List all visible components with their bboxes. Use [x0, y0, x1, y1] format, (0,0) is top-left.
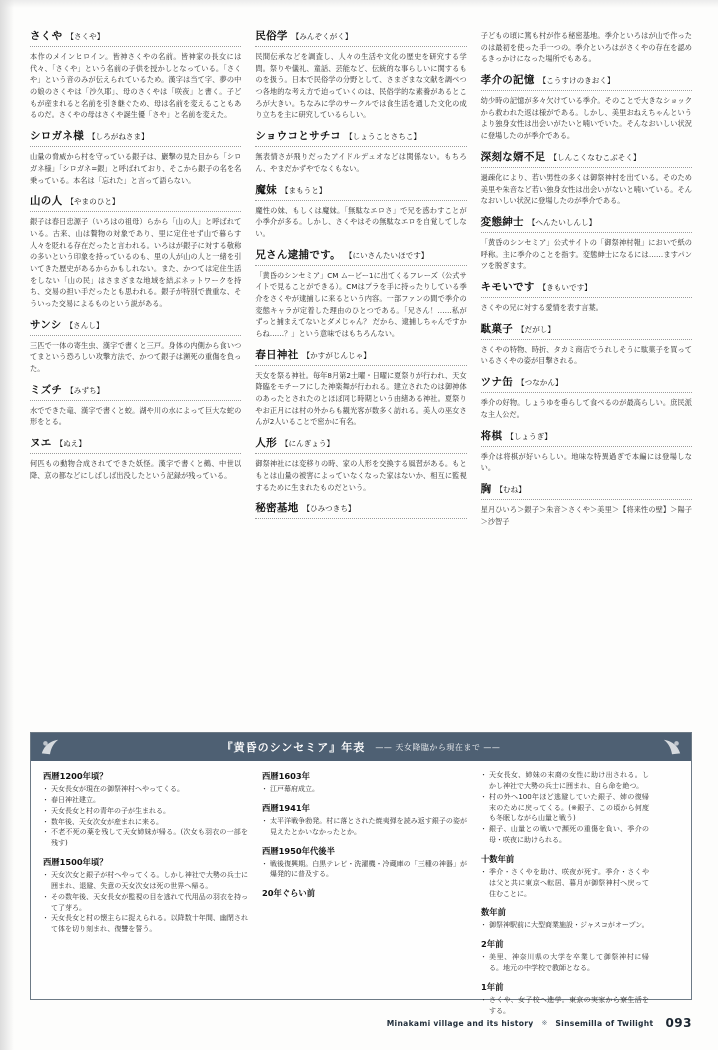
entry-term: ショウコとサチコ	[255, 130, 342, 143]
entry-kana: 【ぬえ】	[55, 439, 86, 449]
glossary-entry	[30, 195, 241, 309]
entry-body: 天女を祭る神社。毎年8月第2土曜・日曜に夏祭りが行われ、天女降臨をモチーフにした神楽舞が行われる。建立されたのは御神体のあったとされたのとほぼ同じ時期という由緒ある神社。夏祭りやお正月には村の外からも観光客が数多く訪れる。美人の巫女さんが2人いることで密かに有名。	[255, 370, 467, 427]
glossary-entry	[255, 184, 466, 240]
entry-title	[255, 130, 466, 146]
timeline-event-list	[262, 859, 467, 881]
entry-term: ツナ缶	[480, 376, 514, 389]
entry-kana: 【やまのひと】	[66, 197, 120, 207]
glossary-entry	[255, 437, 466, 493]
entry-divider	[30, 453, 241, 454]
entry-divider	[255, 146, 466, 147]
entry-body: 幼少時の記憶が多々欠けている季介。そのことで大きなショックから救われた返は様がである。しかし、美里おねえちゃんというより独身女性は出会いがたいと喃いでいた。そんなおいしい状況に登場したのが季介である。	[480, 96, 692, 141]
entry-divider	[30, 211, 241, 212]
glossary-column-3	[481, 30, 692, 722]
entry-divider	[255, 518, 466, 519]
entry-body: 子どもの頃に篤も村が作る秘密基地。季介といろはが山で作ったのは最初を使った手一つの。季介といろはがさくやの存在を認めるきっかけになった場所でもある。	[480, 31, 692, 64]
entry-title	[255, 502, 466, 518]
glossary-entry	[255, 502, 466, 523]
entry-kana: 【さくや】	[66, 32, 105, 41]
timeline-era-label: 2年前	[481, 939, 504, 950]
glossary-entry	[255, 30, 466, 121]
timeline-event: ・ 春日神社建立。	[43, 795, 248, 806]
entry-kana: 【だがし】	[517, 324, 555, 334]
entry-divider	[30, 46, 241, 47]
entry-term: 深刻な婿不足	[480, 150, 546, 163]
entry-divider	[30, 335, 241, 336]
timeline-era-label: 数年前	[481, 907, 506, 918]
entry-term: 魔妹	[255, 183, 277, 196]
entry-term: さくや	[30, 30, 63, 42]
entry-body: 季介の好物。しょうゆを垂らして食べるのが最高らしい。庶民派な主人公だ。	[480, 398, 692, 419]
timeline-era-label: 西暦1200年頃？	[43, 771, 108, 781]
glossary-entry	[481, 151, 692, 207]
glossary-entry	[481, 376, 692, 420]
timeline-event: ・ 天女次女と銀子が村へやってくる。しかし神社で大勢の兵士に囲まれ、退避、失意の天女次女は死の世界へ帰る。	[43, 870, 248, 892]
glossary-entry	[255, 249, 466, 340]
entry-title	[30, 437, 241, 453]
glossary-entry	[481, 483, 692, 527]
entry-divider	[255, 46, 466, 47]
entry-body: さくやの兄に対する愛情を表す言葉。	[480, 303, 603, 313]
timeline-event: ・ 季介・さくやを助け、咲夜が死す。季介・さくやは父と共に東京へ転居、暮月が御祭神村へ戻って住むことに。	[481, 867, 649, 900]
entry-term: 山の人	[30, 195, 63, 208]
timeline-event: ・ さくや、女子校へ進学。東京の実家から寮生活をする。	[481, 995, 649, 1017]
glossary-entry	[30, 319, 241, 375]
entry-kana: 【まもうと】	[280, 185, 327, 195]
entry-kana: 【こうすけのきおく】	[538, 75, 615, 85]
timeline-event: ・ 戦後復興期。白黒テレビ・洗濯機・冷蔵庫の「三種の神器」が爆発的に普及する。	[262, 859, 467, 881]
footer-title: Minakami village and its history	[386, 1018, 534, 1028]
entry-kana: 【にんぎょう】	[280, 439, 335, 449]
entry-term: シロガネ様	[30, 130, 84, 143]
timeline-title: 『黄昏のシンセミア』年表	[221, 741, 366, 754]
page-footer	[30, 1016, 692, 1030]
entry-term: キモいです	[480, 280, 535, 293]
entry-title	[481, 151, 692, 167]
timeline-event-list	[481, 995, 649, 1017]
entry-body: 過疎化により、若い男性の多くは御祭神村を出ている。そのため美里や朱音など若い独身女性は出会いがないと喃いている。そんなおいしい状況に登場したのが季介である。	[480, 172, 692, 206]
glossary-columns	[30, 30, 692, 722]
timeline-column-2	[262, 770, 467, 1024]
entry-body: 民間伝承などを調査し、人々の生活や文化の歴史を研究する学問。祭りや儀礼、童話、芸能など、伝統的な事らしいに関するものを扱う。日本で民俗学の分野として、さまざまな文献を調べつつ各地的な考え方で迫っていくのは、民俗学的な素養があるところが大きい。ちなみに学のサークルでは食生活を通した文化の成り立ちを主に研究しているらしい。	[255, 52, 467, 120]
entry-body: 魔性の妹、もしくは魔妹。「無駄なエロさ」で兄を惑わすことが小季介が多る。しかし、さくやはその無駄なエロを自覚してしない。	[255, 205, 467, 238]
entry-divider	[481, 90, 692, 91]
entry-term: 秘密基地	[255, 502, 299, 515]
entry-divider	[255, 453, 466, 454]
entry-body: 季介は将棋が好いらしい。地味な特異過ぎで本編には登場しない。	[480, 451, 692, 473]
entry-body: 本作のメインヒロイン。皆神さくやの名前。皆神家の長女には代々、「さくや」という名前の子供を授かしとなっている。「さくや」という音のみが伝えられているため。漢字は当て字、夢の中の娘のさくやは「沙久耶」、母のさくやは「咲夜」と書く。子どもが産まれると名前を引き継ぐため、母は名前を変えることもあるのだ。さくやの母はさくや誕生優「さや」と名前を変えた。	[30, 52, 242, 120]
entry-title	[481, 430, 692, 446]
timeline-event: ・ 天女長女、姉妹の末裔の女性に助け出される。しかし神社で大勢の兵士に囲まれ、自ら命を絶つ。	[481, 770, 649, 792]
timeline-event: ・ 村の外へ100年ほど逃避していた銀子、姉の復帰末のために戻ってくる。(※銀子、この頃から何度も冬眠しながら山量と戦う)	[481, 792, 649, 825]
timeline-era-label: 20年ぐらい前	[262, 888, 316, 899]
entry-kana: 【しょうぎ】	[506, 431, 552, 441]
entry-kana: 【きもいです】	[538, 282, 592, 292]
entry-body: 水でできた竜、漢字で書くと蛟。湖や川の水によって巨大な蛇の形をとる。	[30, 405, 242, 427]
entry-kana: 【むね】	[495, 485, 526, 494]
timeline-era-label: 西暦1941年	[262, 802, 310, 813]
entry-term: 駄菓子	[480, 322, 514, 335]
entry-kana: 【にいさんたいほです】	[344, 250, 429, 260]
entry-body: 銀子は春日忠源子（いろはの祖母）らから「山の人」と呼ばれている。古来、山は贅物の対象であり、里に定住せず山で暮らす人々を貶れる存在だったと言われる。いろはが銀子に対する敬称の多いという印象を持っているのも、里の人が山の人と一緒を引いてきた歴史があるからかもしれない。また、かつては定住生活をしない「山の民」はさまざまな地域を結ぶネットワークを持ち、交易の担い手だったとも思われる。銀子が特別で貴重な、そういった交易によるものという説がある。	[30, 217, 242, 308]
timeline-event-list	[262, 816, 467, 838]
entry-term: 変態紳士	[480, 215, 524, 228]
entry-divider	[481, 499, 692, 500]
entry-body: 星月ひいろ＞銀子＞朱音＞さくや＞美里＞【将来性の壁】＞陽子＞沙智子	[480, 505, 692, 526]
entry-term: サンシ	[30, 318, 62, 331]
entry-kana: 【みずち】	[66, 385, 105, 395]
ornament-icon	[661, 737, 683, 757]
timeline-event-list	[43, 784, 248, 849]
glossary-entry	[255, 349, 466, 428]
entry-body: 無表情さが飛りだったアイドルデュオなどは関係ない。もちろん、やまだかずやでなくもない。	[255, 152, 467, 173]
page-number: 093	[665, 1016, 692, 1030]
timeline-event: ・ 天女長女が現在の御祭神村へやってくる。	[43, 784, 248, 795]
timeline-event: ・ 御祭神駅前に大型商業施設・ジャスコがオープン。	[481, 920, 649, 931]
entry-divider	[481, 446, 692, 447]
entry-term: 春日神社	[255, 348, 299, 361]
timeline-event: ・ 銀子、山量との戦いで瀕死の重傷を負い、季介の母・咲夜に助けられる。	[481, 824, 649, 846]
glossary-entry-continued	[481, 30, 692, 65]
page-gutter-shade	[0, 0, 14, 1050]
entry-title	[481, 74, 692, 90]
timeline-era-label: 十数年前	[481, 853, 515, 864]
timeline-event: ・ 美里、神奈川県の大学を卒業して御祭神村に帰る。地元の中学校で教師となる。	[481, 952, 649, 974]
footer-separator-icon: ※	[541, 1019, 548, 1027]
timeline-event: ・ 数年後、天女次女が産まれに来る。	[43, 817, 248, 828]
entry-body: 何匹もの動物合成されてできた妖怪。漢字で書くと鵺、中世以降、京の都などにしばしば出没したという記録が残っている。	[30, 459, 242, 480]
glossary-entry	[30, 30, 241, 121]
entry-divider	[30, 146, 241, 147]
timeline-column-1	[43, 770, 248, 1024]
entry-title	[481, 483, 692, 499]
entry-title	[30, 30, 241, 46]
entry-title	[255, 249, 466, 265]
glossary-entry	[481, 216, 692, 272]
timeline-event-list	[481, 770, 649, 846]
footer-subtitle: Sinsemilla of Twilight	[555, 1018, 654, 1028]
entry-divider	[481, 232, 692, 233]
entry-kana: 【しょうことさちこ】	[345, 132, 422, 142]
entry-divider	[481, 167, 692, 168]
entry-term: ヌエ	[30, 437, 52, 450]
entry-kana: 【ひみつきち】	[302, 504, 356, 514]
entry-title	[255, 349, 466, 365]
entry-divider	[255, 200, 466, 201]
entry-kana: 【しろがねさま】	[87, 132, 149, 142]
entry-body: 三匹で一体の寄生虫、漢字で書くと三戸。身体の内側から食いつてまという恐ろしい攻撃方法で、かつて銀子は瀕死の重傷を負った。	[30, 340, 242, 373]
entry-body: 山量の脅威から村を守っている銀子は、巖撃の見た目から「シロガネ様」「シロガネ=銀」と呼ばれており、そこから銀子の名を名乗っている。本名は「忘れた」と言って語らない。	[30, 152, 242, 185]
entry-kana: 【さんし】	[65, 320, 104, 330]
glossary-column-1	[30, 30, 241, 722]
entry-body: さくやの特物、時折、タカミ商店でうれしそうに駄菓子を買っているさくやの姿が目撃される。	[480, 344, 692, 366]
timeline-era-label: 西暦1603年	[262, 771, 310, 781]
glossary-entry	[481, 430, 692, 474]
entry-title	[481, 376, 692, 392]
glossary-entry	[30, 437, 241, 481]
entry-body: 「黄昏のシンセミア」公式サイトの「御祭神村報」においで紙の呼称。主に季介のことを指す。変態紳士になるには……ますパンツを脱ぎます。	[480, 237, 692, 271]
entry-title	[30, 130, 241, 146]
page-top-shade	[0, 0, 718, 8]
timeline-event-list	[481, 867, 649, 900]
entry-title	[481, 216, 692, 232]
timeline-era-label: 1年前	[481, 981, 504, 992]
entry-kana: 【しんこくなむこぶそく】	[549, 152, 641, 162]
entry-kana: 【かすがじんじゃ】	[302, 350, 371, 360]
timeline-title-bar	[31, 733, 691, 761]
timeline-event-list	[481, 952, 649, 974]
timeline-event: ・ 江戸幕府成立。	[262, 784, 467, 795]
timeline-event: ・ 天女長女と村の青年の子が生まれる。	[43, 806, 248, 817]
glossary-column-2	[255, 30, 466, 722]
timeline-event: ・ その数年後、天女長女が監視の目を逃れて代用品の羽衣を持って了芽ろ。	[43, 892, 248, 914]
glossary-entry	[30, 130, 241, 186]
entry-title	[481, 281, 692, 297]
entry-body: 「黄昏のシンセミア」CM ムービー1に出てくるフレーズ（公式サイトで見ることができる）。CMはプラを手に持ったりしている季介をさくやが逮捕しに来るという内容。一部ファンの間で季介の変態キャラが定着した理由のひとつである。「兄さん！……私がずっと捕まえてないとダメじゃん？ だから、逮捕しちゃんですからね……？」という意味ではもちろんない。	[255, 270, 467, 338]
timeline-panel	[30, 732, 692, 1015]
entry-title	[481, 323, 692, 339]
entry-title	[255, 184, 466, 200]
entry-title	[30, 195, 241, 211]
timeline-event: ・ 太平洋戦争勃発。村に落とされた焼夷弾を読み返す銀子の姿が見えたとかいなかったとか。	[262, 816, 467, 838]
glossary-entry	[481, 281, 692, 314]
timeline-era-label: 西暦1950年代後半	[262, 845, 335, 856]
entry-body: 御祭神社には変移りの時、家の人形を交換する風習がある。もともとは山量の被害によっていなくなった家はないか、相互に監視するために生まれたものだという。	[255, 459, 467, 492]
entry-kana: 【へんたいしんし】	[527, 217, 597, 227]
entry-divider	[30, 400, 241, 401]
timeline-subtitle: —— 天女降臨から現在まで ——	[375, 742, 501, 752]
entry-divider	[255, 365, 466, 366]
entry-term: 人形	[255, 437, 277, 450]
entry-kana: 【みんぞくがく】	[291, 32, 353, 41]
entry-divider	[481, 392, 692, 393]
entry-term: 兄さん逮捕です。	[255, 248, 341, 261]
timeline-event: ・ 不老不死の薬を残して天女姉妹が帰る。(次女も羽衣の一部を残す)	[43, 827, 248, 849]
entry-term: ミズチ	[30, 383, 63, 396]
entry-title	[30, 384, 241, 400]
entry-term: 民俗学	[255, 30, 288, 42]
glossary-entry	[255, 130, 466, 174]
timeline-column-3	[481, 770, 649, 1024]
entry-divider	[255, 265, 466, 266]
entry-divider	[481, 297, 692, 298]
timeline-event: ・ 天女長女と村の懐主らに捉えられる。以降数十年間、幽閉されて体を切り刻まれ、復讐を誓う。	[43, 913, 248, 935]
timeline-event-list	[481, 920, 649, 931]
timeline-era-label: 西暦1500年頃？	[43, 857, 108, 868]
timeline-body	[31, 761, 691, 1032]
entry-title	[30, 319, 241, 335]
ornament-icon	[39, 737, 61, 757]
timeline-event-list	[43, 870, 248, 935]
entry-term: 孝介の記憶	[480, 73, 535, 86]
glossary-entry	[481, 323, 692, 367]
timeline-event-list	[262, 784, 467, 795]
entry-divider	[481, 339, 692, 340]
entry-kana: 【つなかん】	[517, 378, 563, 388]
glossary-entry	[30, 384, 241, 428]
entry-title	[255, 437, 466, 453]
glossary-entry	[481, 74, 692, 142]
entry-term: 将棋	[480, 429, 503, 442]
entry-term: 胸	[480, 483, 492, 495]
entry-title	[255, 30, 466, 46]
